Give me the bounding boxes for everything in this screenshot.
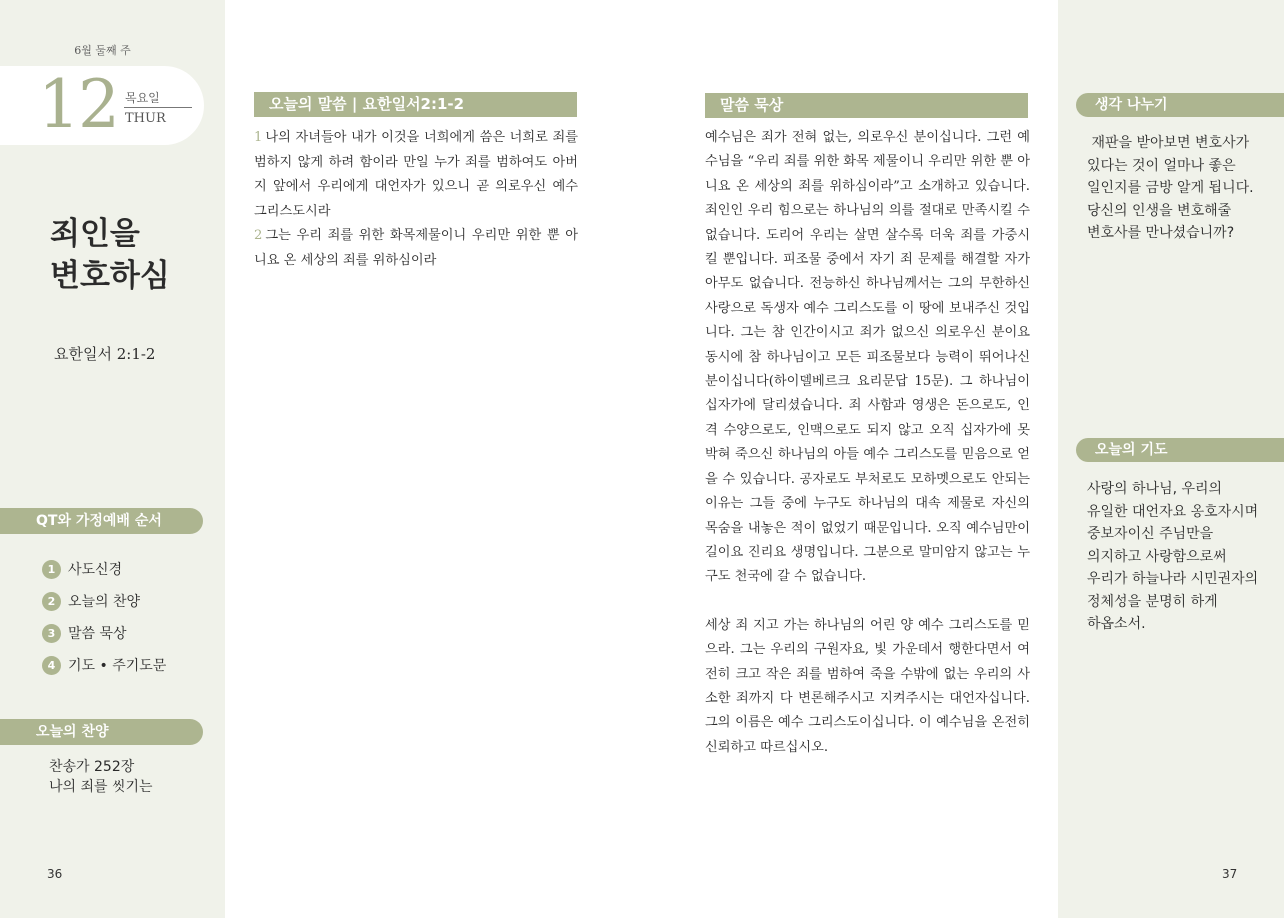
meditation-text bbox=[705, 126, 1030, 760]
page-number-right: 37 bbox=[1222, 867, 1238, 881]
prayer-line: 의지하고 사랑함으로써 bbox=[1087, 548, 1227, 565]
prayer-line: 사랑의 하나님, 우리의 bbox=[1087, 481, 1223, 497]
prayer-section-header: 오늘의 기도 bbox=[1076, 438, 1284, 462]
share-text bbox=[1087, 132, 1262, 245]
meditation-section-header: 말씀 묵상 bbox=[705, 93, 1028, 118]
day-divider bbox=[124, 107, 192, 108]
order-item bbox=[42, 617, 166, 649]
day-english: THUR bbox=[125, 111, 166, 126]
meditation-paragraph: 세상 죄 지고 가는 하나님의 어린 양 예수 그리스도를 믿으라. 그는 우리의 구원자요, 빛 가운데서 행한다면서 여전히 크고 작은 죄를 범하여 죽을 수밖에 없는 우리의 사소한 죄까지 다 변론해주시고 지켜주시는 대언자십니다. 그의 이름은 예수 그리스도이십니다. 이 예수님을 온전히 신뢰하고 따르십시오. bbox=[705, 617, 1030, 755]
share-line: 재판을 받아보면 변호사가 bbox=[1087, 135, 1250, 151]
hymn-section-header: 오늘의 찬양 bbox=[0, 719, 203, 745]
title-line: 죄인을 bbox=[50, 216, 140, 252]
word-section-header: 오늘의 말씀 | 요한일서2:1-2 bbox=[254, 92, 577, 117]
scripture-text bbox=[254, 126, 578, 273]
prayer-line: 중보자이신 주님만을 bbox=[1087, 526, 1214, 542]
order-item-label: 오늘의 찬양 bbox=[68, 594, 141, 610]
hymn-title: 나의 죄를 씻기는 bbox=[49, 779, 153, 795]
order-section-header: QT와 가정예배 순서 bbox=[0, 508, 203, 534]
day-korean: 목요일 bbox=[125, 91, 160, 105]
prayer-line: 정체성을 분명히 하게 bbox=[1087, 593, 1218, 610]
title-line: 변호하심 bbox=[50, 258, 170, 294]
meditation-paragraph: 예수님은 죄가 전혀 없는, 의로우신 분이십니다. 그런 예수님을 “우리 죄를 위한 화목 제물이니 우리만 위한 뿐 아니요 온 세상의 죄를 위하심이라”고 소개하고 있습니다. 죄인인 우리 힘으로는 하나님의 의를 절대로 만족시킬 수 없습니다. 도리어 우리는 살면 살수록 더욱 죄를 가중시킬 뿐입니다. 피조물 중에서 자기 죄 문제를 해결할 자가 아무도 없습니다. 전능하신 하나님께서는 그의 무한하신 사랑으로 독생자 예수 그리스도를 이 땅에 보내주신 것입니다. 그는 참 인간이시고 죄가 없으신 의로우신 분이요 동시에 참 하나님이고 모든 피조물보다 능력이 뛰어나신 분이십니다(하이델베르크 요리문답 15문). 그 하나님이 십자가에 달리셨습니다. 죄 사함과 영생은 돈으로도, 인격 수양으로도, 인맥으로도 되지 않고 오직 십자가에 못박혀 죽으신 하나님의 아들 예수 그리스도를 믿음으로 얻을 수 있습니다. 공자로도 부처로도 모하멧으로도 안되는 이유는 그들 중에 누구도 하나님의 대속 제물로 자신의 목숨을 내놓은 적이 없었기 때문입니다. 오직 예수님만이 길이요 진리요 생명입니다. 그분으로 말미암지 않고는 누구도 천국에 갈 수 없습니다. bbox=[705, 130, 1030, 585]
verse-text: 나의 자녀들아 내가 이것을 너희에게 씀은 너희로 죄를 범하지 않게 하려 함이라 만일 누가 죄를 범하여도 아버지 앞에서 우리에게 대언자가 있으니 곧 의로우신 예수 그리스도시라 bbox=[254, 130, 578, 219]
week-label: 6월 둘째 주 bbox=[74, 44, 131, 57]
scripture-reference: 요한일서 2:1-2 bbox=[54, 345, 156, 363]
order-list bbox=[42, 553, 166, 681]
verse-number: 1 bbox=[254, 130, 263, 145]
share-line: 당신의 인생을 변호해줄 bbox=[1087, 202, 1232, 219]
prayer-line: 유일한 대언자요 옹호자시며 bbox=[1087, 503, 1259, 520]
share-line: 일인지를 금방 알게 됩니다. bbox=[1087, 180, 1254, 196]
share-line: 변호사를 만나셨습니까? bbox=[1087, 225, 1235, 241]
date-number: 12 bbox=[38, 66, 118, 143]
number-badge: 2 bbox=[42, 592, 61, 611]
number-badge: 4 bbox=[42, 656, 61, 675]
order-item bbox=[42, 585, 166, 617]
prayer-line: 우리가 하늘나라 시민권자의 bbox=[1087, 571, 1259, 587]
prayer-text bbox=[1087, 478, 1267, 636]
number-badge: 3 bbox=[42, 624, 61, 643]
order-item-label: 사도신경 bbox=[68, 562, 123, 578]
verse-text: 그는 우리 죄를 위한 화목제물이니 우리만 위한 뿐 아니요 온 세상의 죄를 위하심이라 bbox=[254, 228, 578, 268]
share-section-header: 생각 나누기 bbox=[1076, 93, 1284, 117]
left-sidebar bbox=[0, 0, 225, 918]
verse-number: 2 bbox=[254, 228, 263, 243]
order-item bbox=[42, 553, 166, 585]
prayer-line: 하옵소서. bbox=[1087, 616, 1146, 632]
order-item-label: 기도 • 주기도문 bbox=[68, 658, 167, 674]
hymn-text bbox=[49, 757, 153, 797]
order-item bbox=[42, 649, 166, 681]
page-title bbox=[50, 213, 170, 297]
page-number-left: 36 bbox=[47, 867, 63, 881]
order-item-label: 말씀 묵상 bbox=[68, 626, 127, 642]
share-line: 있다는 것이 얼마나 좋은 bbox=[1087, 157, 1236, 174]
number-badge: 1 bbox=[42, 560, 61, 579]
hymn-number: 찬송가 252장 bbox=[49, 759, 135, 775]
